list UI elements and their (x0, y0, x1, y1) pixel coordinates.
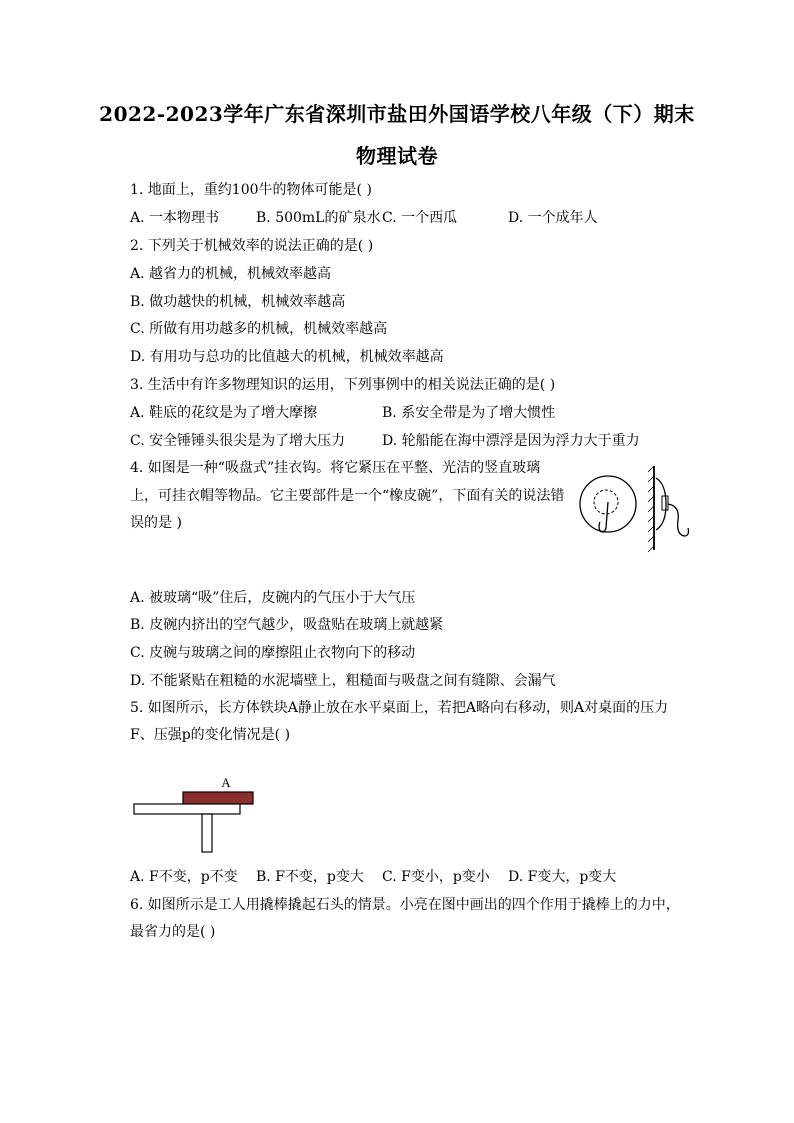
question-2-stem: 2. 下列关于机械效率的说法正确的是( ) (130, 238, 374, 254)
question-3-option-d: D. 轮船能在海中漂浮是因为浮力大于重力 (382, 433, 640, 449)
table-top (134, 804, 240, 814)
block-label: A (221, 775, 231, 790)
question-5-option-b: B. F不变，p变大 (256, 869, 364, 885)
question-1-option-a: A. 一本物理书 (130, 210, 220, 226)
question-1-option-c: C. 一个西瓜 (382, 210, 458, 226)
question-3-option-c: C. 安全锤锤头很尖是为了增大压力 (130, 433, 346, 449)
question-1-option-d: D. 一个成年人 (508, 210, 598, 226)
suction-cup-inner (594, 490, 618, 514)
question-5-option-c: C. F变小，p变小 (382, 869, 490, 885)
table-leg (202, 814, 212, 852)
question-2-option-b: B. 做功越快的机械，机械效率越高 (130, 294, 346, 310)
question-2-option-d: D. 有用功与总功的比值越大的机械，机械效率越高 (130, 349, 444, 365)
side-cup-profile (656, 478, 666, 530)
question-6-stem-line2: 最省力的是( ) (130, 924, 216, 940)
question-2-option-c: C. 所做有用功越多的机械，机械效率越高 (130, 321, 388, 337)
exam-title-line2: 物理试卷 (356, 144, 438, 168)
question-6-stem-line1: 6. 如图所示是工人用撬棒撬起石头的情景。小亮在图中画出的四个作用于撬棒上的力中， (130, 897, 680, 913)
exam-title-line1: 2022-2023学年广东省深圳市盐田外国语学校八年级（下）期末 (99, 102, 695, 126)
question-3-option-b: B. 系安全带是为了增大惯性 (382, 405, 556, 421)
question-5-option-d: D. F变大，p变大 (508, 869, 617, 885)
side-cup-stem (662, 496, 668, 510)
question-1-stem: 1. 地面上，重约100牛的物体可能是( ) (130, 182, 372, 198)
question-2-option-a: A. 越省力的机械，机械效率越高 (130, 266, 332, 282)
question-3-stem: 3. 生活中有许多物理知识的运用，下列事例中的相关说法正确的是( ) (130, 377, 556, 393)
question-4-option-d: D. 不能紧贴在粗糙的水泥墙壁上，粗糙面与吸盘之间有缝隙、会漏气 (130, 673, 556, 689)
iron-block (183, 792, 253, 804)
side-hook (668, 504, 689, 536)
question-4-stem-line3: 误的是 ) (130, 515, 182, 531)
wall-hatching (648, 466, 654, 552)
suction-hook-figure (576, 462, 696, 556)
question-4-option-c: C. 皮碗与玻璃之间的摩擦阻止衣物向下的移动 (130, 645, 416, 661)
table-block-figure (130, 772, 260, 856)
question-5-stem-line2: F、压强p的变化情况是( ) (130, 727, 291, 743)
front-hook (599, 502, 608, 532)
question-3-option-a: A. 鞋底的花纹是为了增大摩擦 (130, 405, 318, 421)
question-1-option-b: B. 500mL的矿泉水 (256, 210, 381, 226)
question-5-stem-line1: 5. 如图所示，长方体铁块A静止放在水平桌面上，若把A略向右移动，则A对桌面的压力 (130, 700, 669, 716)
question-4-option-a: A. 被玻璃“吸”住后，皮碗内的气压小于大气压 (130, 590, 416, 606)
question-5-option-a: A. F不变，p不变 (130, 869, 238, 885)
question-4-option-b: B. 皮碗内挤出的空气越少，吸盘贴在玻璃上就越紧 (130, 617, 444, 633)
question-4-stem-line1: 4. 如图是一种“吸盘式”挂衣钩。将它紧压在平整、光洁的竖直玻璃 (130, 460, 541, 476)
question-4-stem-line2: 上，可挂衣帽等物品。它主要部件是一个“橡皮碗”，下面有关的说法错 (130, 488, 565, 504)
